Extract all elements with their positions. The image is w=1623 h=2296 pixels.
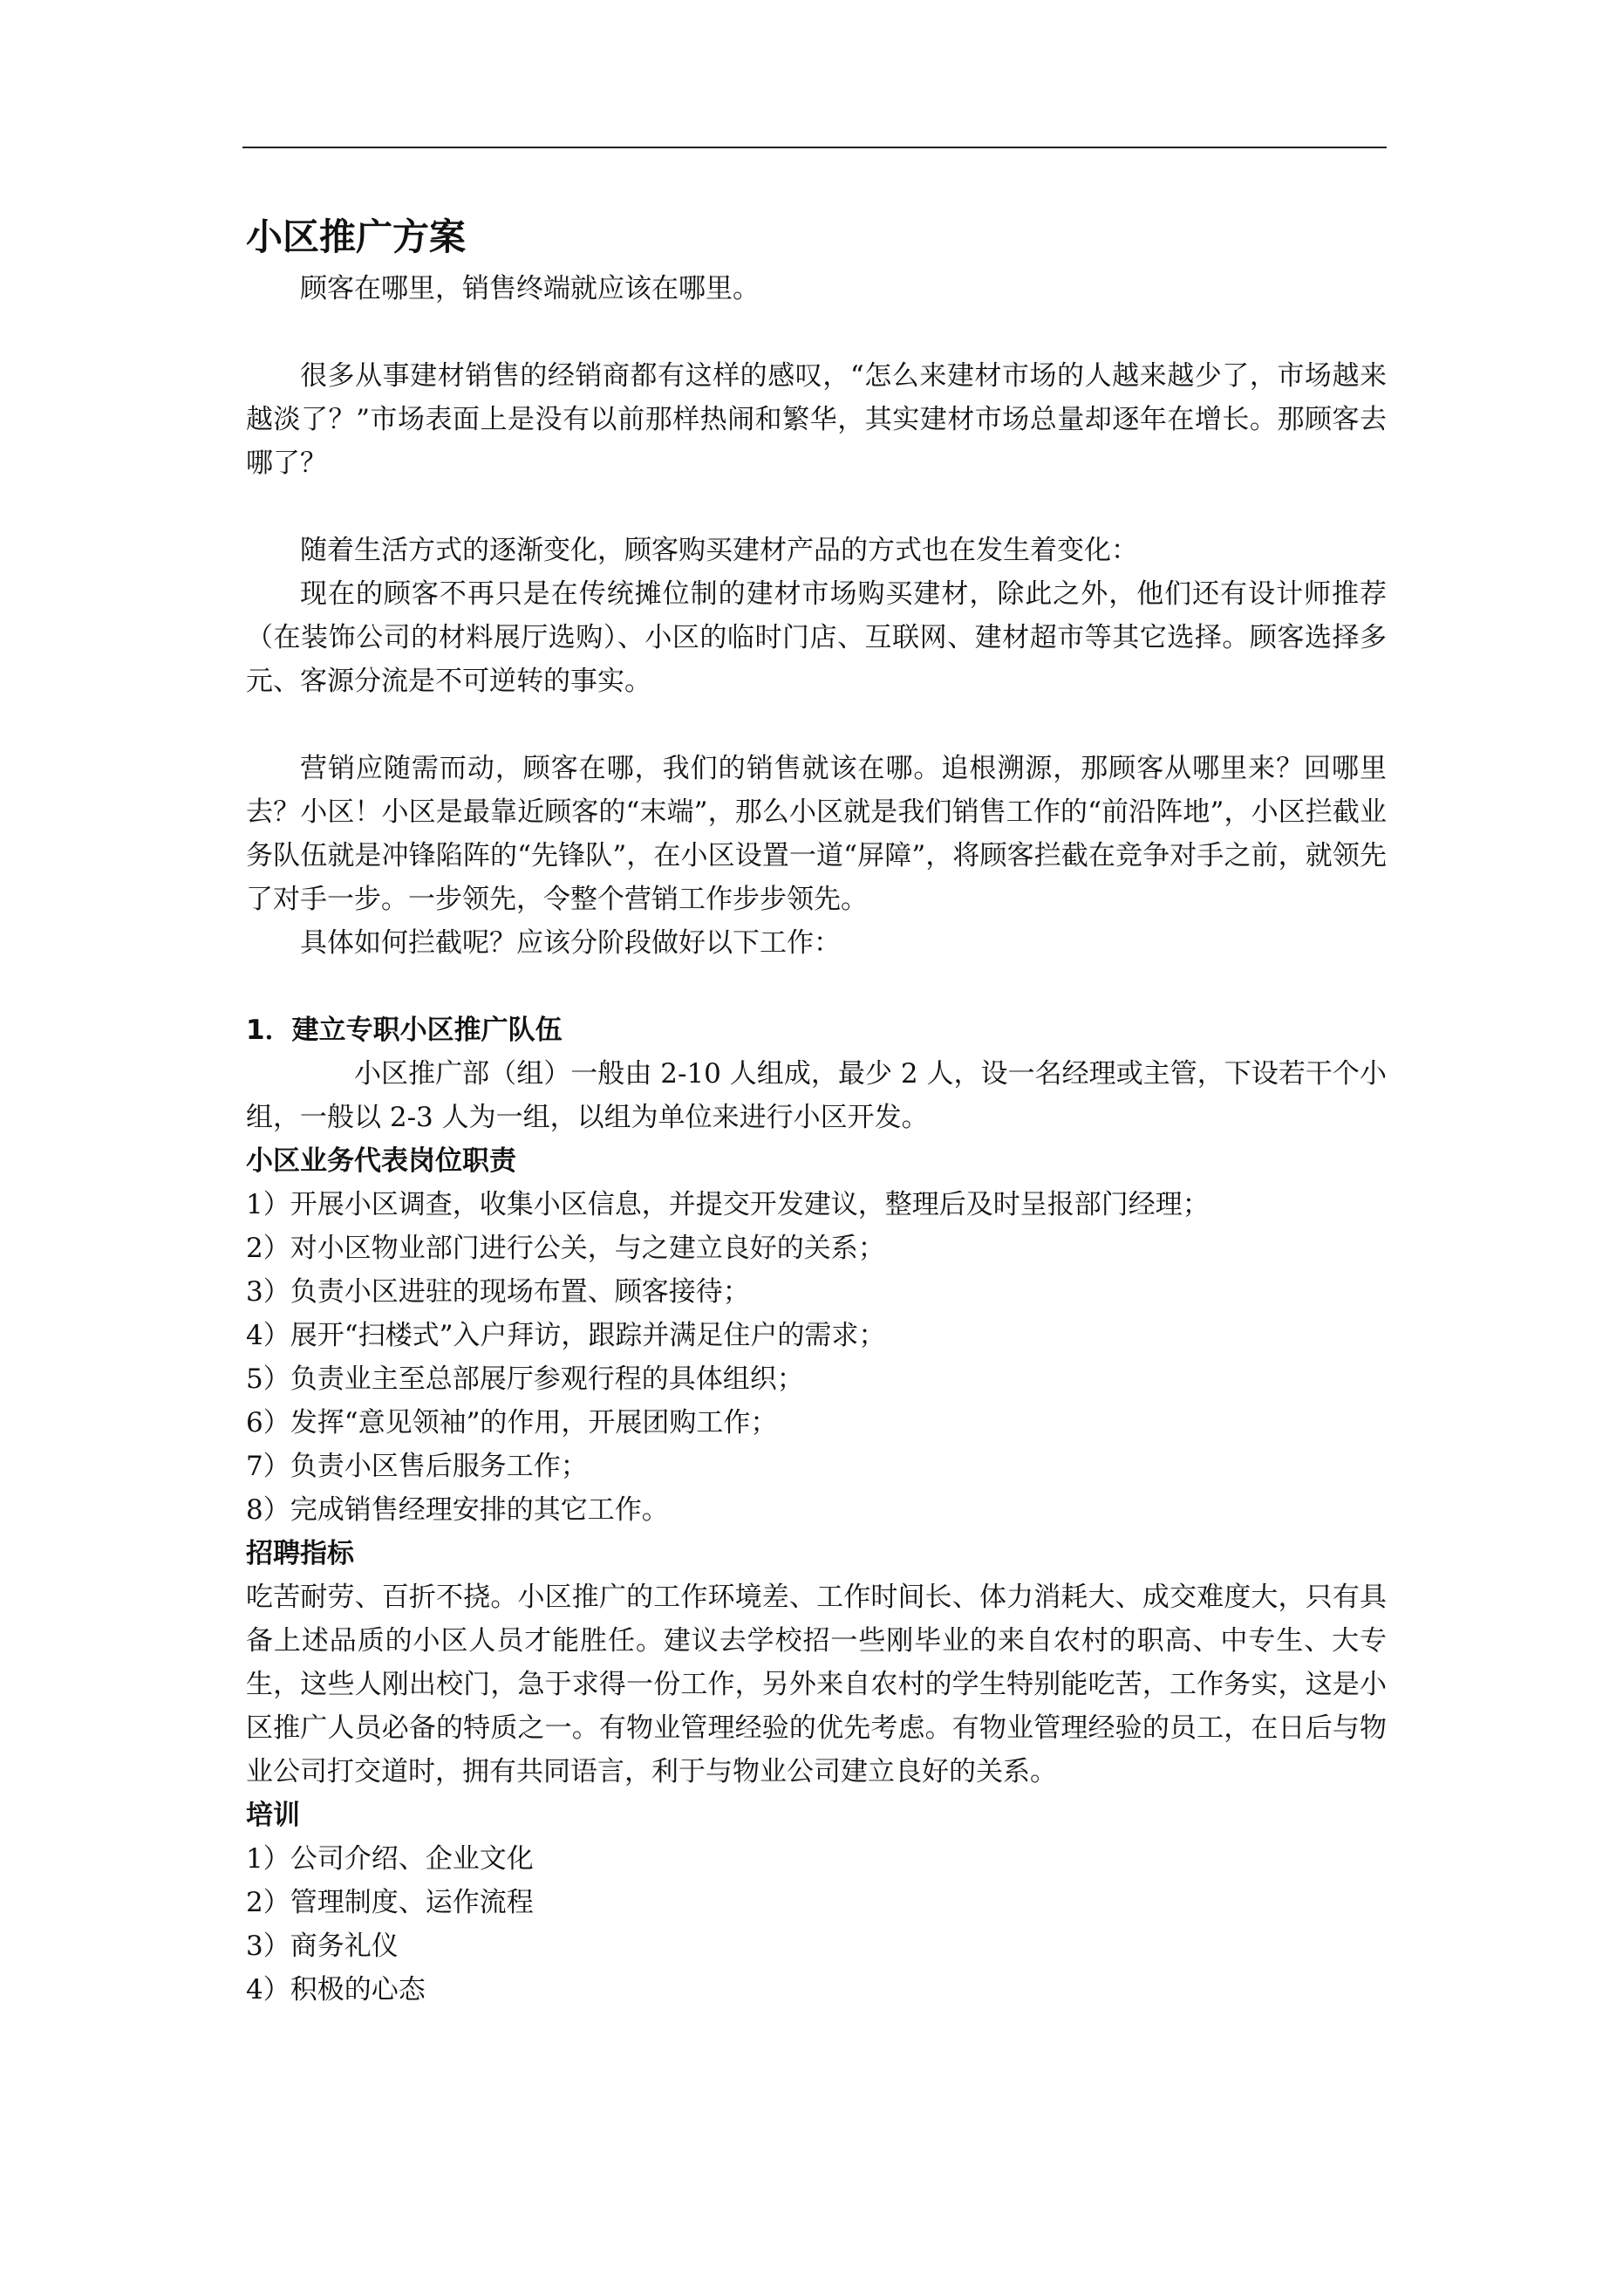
list-item: 3）负责小区进驻的现场布置、顾客接待； [246, 1276, 750, 1308]
list-item: 7）负责小区售后服务工作； [246, 1451, 588, 1482]
document-body [246, 209, 1387, 2012]
document-title: 小区推广方案 [246, 215, 467, 258]
section-heading-training: 培训 [246, 1800, 300, 1831]
list-item: 8）完成销售经理安排的其它工作。 [246, 1494, 669, 1526]
paragraph-market: 很多从事建材销售的经销商都有这样的感叹，“怎么来建材市场的人越来越少了，市场越来越淡了？”市场表面上是没有以前那样热闹和繁华，其实建材市场总量却逐年在增长。那顾客去哪了？ [246, 360, 1387, 479]
list-item: 2）管理制度、运作流程 [246, 1887, 534, 1918]
list-item: 1）开展小区调查，收集小区信息，并提交开发建议，整理后及时呈报部门经理； [246, 1189, 1210, 1220]
section-heading-duties: 小区业务代表岗位职责 [246, 1145, 516, 1177]
list-item: 3）商务礼仪 [246, 1930, 399, 1962]
paragraph-how: 具体如何拦截呢？应该分阶段做好以下工作： [300, 927, 841, 959]
paragraph-team: 小区推广部（组）一般由 2-10 人组成，最少 2 人，设一名经理或主管，下设若干个小组，一般以 2-3 人为一组，以组为单位来进行小区开发。 [246, 1058, 1387, 1133]
section-heading-recruit: 招聘指标 [246, 1538, 354, 1569]
list-item: 6）发挥“意见领袖”的作用，开展团购工作； [246, 1407, 778, 1438]
paragraph-channels: 现在的顾客不再只是在传统摊位制的建材市场购买建材，除此之外，他们还有设计师推荐（在装饰公司的材料展厅选购）、小区的临时门店、互联网、建材超市等其它选择。顾客选择多元、客源分流是不可逆转的事实。 [246, 578, 1387, 697]
list-item: 5）负责业主至总部展厅参观行程的具体组织； [246, 1363, 804, 1395]
paragraph-intro: 顾客在哪里，销售终端就应该在哪里。 [300, 273, 760, 304]
paragraph-change: 随着生活方式的逐渐变化，顾客购买建材产品的方式也在发生着变化： [300, 535, 1138, 566]
header-rule [242, 147, 1387, 148]
list-item: 4）展开“扫楼式”入户拜访，跟踪并满足住户的需求； [246, 1320, 886, 1351]
paragraph-marketing: 营销应随需而动，顾客在哪，我们的销售就该在哪。追根溯源，那顾客从哪里来？回哪里去？小区！小区是最靠近顾客的“末端”，那么小区就是我们销售工作的“前沿阵地”，小区拦截业务队伍就是冲锋陷阵的“先锋队”，在小区设置一道“屏障”，将顾客拦截在竞争对手之前，就领先了对手一步。一步领先，令整个营销工作步步领先。 [246, 753, 1387, 915]
list-item: 1）公司介绍、企业文化 [246, 1843, 534, 1875]
section-heading-team: 1．建立专职小区推广队伍 [246, 1015, 563, 1046]
duties-list [246, 1183, 1387, 1532]
paragraph-recruit: 吃苦耐劳、百折不挠。小区推广的工作环境差、工作时间长、体力消耗大、成交难度大，只有具备上述品质的小区人员才能胜任。建议去学校招一些刚毕业的来自农村的职高、中专生、大专生，这些人刚出校门，急于求得一份工作，另外来自农村的学生特别能吃苦，工作务实，这是小区推广人员必备的特质之一。有物业管理经验的优先考虑。有物业管理经验的员工，在日后与物业公司打交道时，拥有共同语言，利于与物业公司建立良好的关系。 [246, 1582, 1387, 1787]
list-item: 2）对小区物业部门进行公关，与之建立良好的关系； [246, 1233, 885, 1264]
training-list [246, 1837, 1387, 2012]
list-item: 4）积极的心态 [246, 1974, 426, 2006]
